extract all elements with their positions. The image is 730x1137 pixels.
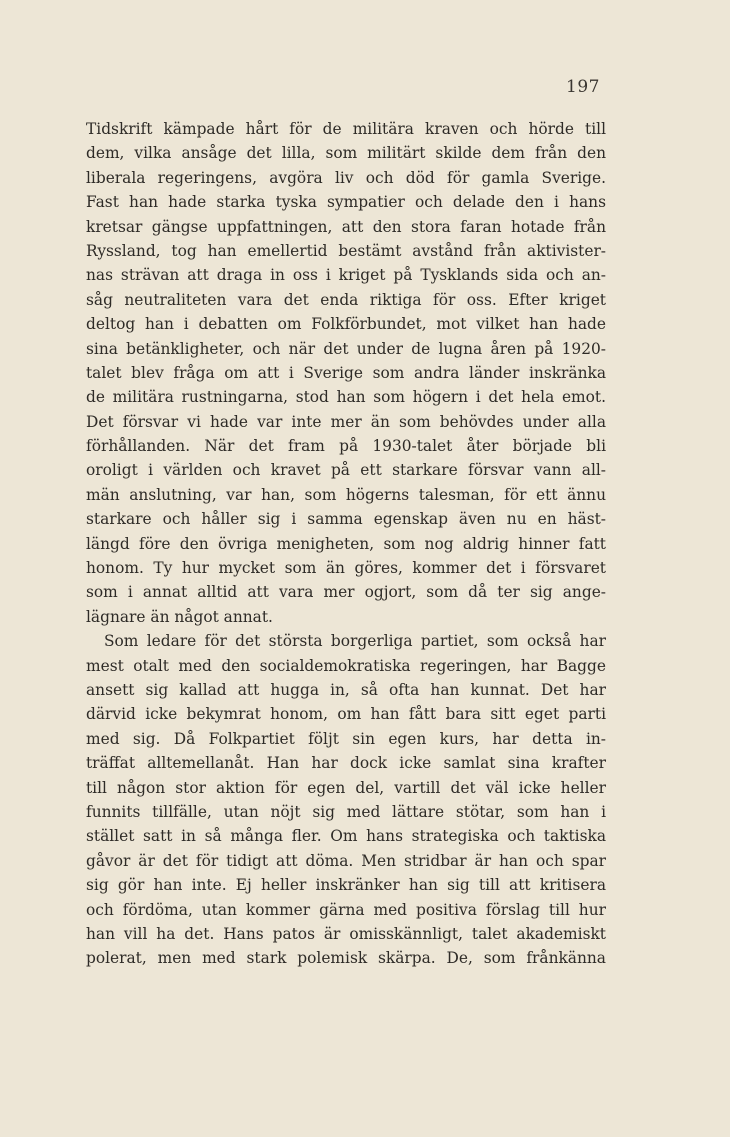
text-line: Det försvar vi hade var inte mer än som behövdes under alla [86, 412, 606, 431]
text-line: Ryssland, tog han emellertid bestämt avstånd från aktivister- [86, 241, 606, 260]
text-line: polerat, men med stark polemisk skärpa. De, som frånkänna [86, 949, 606, 968]
text-line: dem, vilka ansåge det lilla, som militärt skilde dem från den [86, 144, 606, 163]
text-line: honom. Ty hur mycket som än göres, kommer det i försvaret [86, 559, 606, 578]
text-line: mest otalt med den socialdemokratiska regeringen, har Bagge [86, 656, 606, 675]
text-line: talet blev fråga om att i Sverige som andra länder inskränka [86, 363, 606, 382]
text-line: och fördöma, utan kommer gärna med positiva förslag till hur [86, 900, 606, 919]
text-line: nas strävan att draga in oss i kriget på Tysklands sida och an- [86, 266, 606, 285]
text-line: deltog han i debatten om Folkförbundet, mot vilket han hade [86, 315, 606, 334]
text-line: lägnare än något annat. [86, 607, 273, 626]
text-line: förhållanden. När det fram på 1930-talet åter började bli [86, 437, 606, 456]
text-line: Som ledare för det största borgerliga partiet, som också har [104, 632, 606, 651]
text-line: stället satt in så många fler. Om hans strategiska och taktiska [86, 827, 606, 846]
body-text [86, 117, 606, 971]
text-line: längd före den övriga menigheten, som nog aldrig hinner fatt [86, 534, 606, 553]
text-line: män anslutning, var han, som högerns talesman, för ett ännu [86, 485, 606, 504]
text-line: med sig. Då Folkpartiet följt sin egen kurs, har detta in- [86, 729, 606, 748]
text-line: kretsar gängse uppfattningen, att den stora faran hotade från [86, 217, 606, 236]
text-line: de militära rustningarna, stod han som högern i det hela emot. [86, 388, 606, 407]
text-line: därvid icke bekymrat honom, om han fått bara sitt eget parti [86, 705, 606, 724]
text-line: till någon stor aktion för egen del, vartill det väl icke heller [86, 778, 606, 797]
text-line: Tidskrift kämpade hårt för de militära kraven och hörde till [86, 120, 606, 138]
text-line: ansett sig kallad att hugga in, så ofta han kunnat. Det har [86, 680, 606, 699]
text-line: funnits tillfälle, utan nöjt sig med lättare stötar, som han i [86, 802, 606, 821]
text-line: liberala regeringens, avgöra liv och död för gamla Sverige. [86, 168, 606, 187]
text-line: Fast han hade starka tyska sympatier och delade den i hans [86, 193, 606, 212]
text-line: oroligt i världen och kravet på ett starkare försvar vann all- [86, 461, 606, 480]
text-line: gåvor är det för tidigt att döma. Men stridbar är han och spar [86, 851, 606, 870]
text-line: han vill ha det. Hans patos är omisskännligt, talet akademiskt [86, 924, 606, 943]
text-line: starkare och håller sig i samma egenskap även nu en häst- [86, 510, 606, 529]
text-line: såg neutraliteten vara det enda riktiga för oss. Efter kriget [86, 290, 606, 309]
page-number: 197 [566, 77, 600, 97]
text-line: träffat alltemellanåt. Han har dock icke samlat sina krafter [86, 754, 606, 773]
text-line: sina betänkligheter, och när det under de lugna åren på 1920- [86, 339, 606, 358]
text-line: som i annat alltid att vara mer ogjort, som då ter sig ange- [86, 583, 606, 602]
text-line: sig gör han inte. Ej heller inskränker han sig till att kritisera [86, 876, 606, 895]
